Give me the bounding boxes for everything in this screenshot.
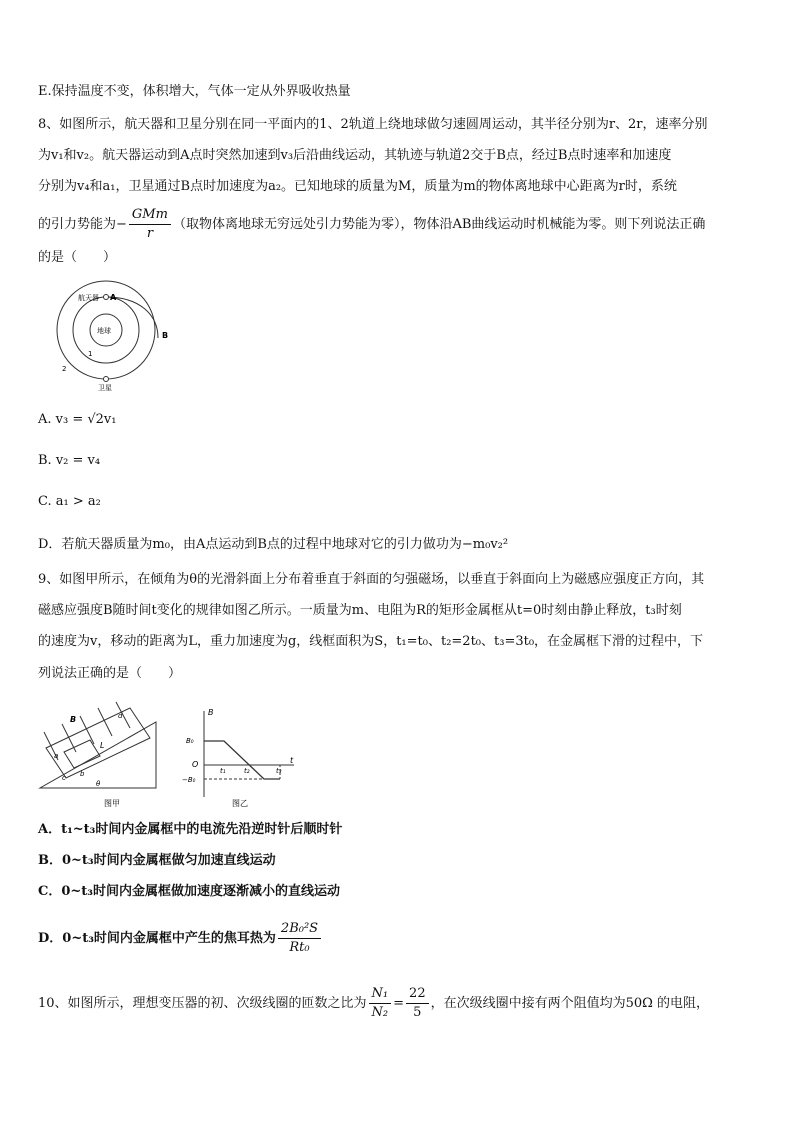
q9-line-1: 9、如图甲所示，在倾角为θ的光滑斜面上分布着垂直于斜面的匀强磁场，以垂直于斜面向上为磁感应强度正方向，其: [38, 572, 705, 587]
q8-line-5: 的是（ ）: [38, 250, 117, 265]
q8-option-a: A. v₃ = √2v₁: [38, 412, 117, 427]
q8-option-b: B. v₂ = v₄: [38, 453, 101, 468]
q9-line-3: 的速度为v，移动的距离为L，重力加速度为g，线框面积为S，t₁=t₀、t₂=2t₀、t₃=3t₀，在金属框下滑的过程中，下: [38, 634, 704, 649]
label-spacecraft: 航天器: [78, 294, 99, 302]
b-curve: [204, 741, 280, 779]
label-b0: B₀: [186, 737, 194, 745]
q10-text-pre: 10、如图所示，理想变压器的初、次级线圈的匝数之比为: [38, 996, 367, 1011]
label-earth: 地球: [97, 327, 111, 335]
turns-ratio-fraction: [369, 985, 392, 1022]
fraction-denominator: r: [146, 226, 154, 241]
option-e: E.保持温度不变，体积增大，气体一定从外界吸收热量: [38, 84, 351, 99]
caption-jia: 图甲: [104, 799, 120, 808]
fraction-numerator: 22: [406, 985, 429, 1004]
label-point-b: B: [162, 331, 169, 340]
q8-option-d: D．若航天器质量为m₀，由A点运动到B点的过程中地球对它的引力做功为−m₀v₂²: [38, 537, 509, 552]
q10-text-post: ，在次级线圈中接有两个阻值均为50Ω 的电阻，: [430, 996, 710, 1011]
label-a: a: [54, 752, 59, 760]
label-neg-b0: −B₀: [182, 776, 196, 784]
q9-line-4: 列说法正确的是（ ）: [38, 666, 182, 681]
b-t-graph: [182, 705, 300, 810]
q8-line-4: [38, 206, 705, 243]
fraction-denominator: Rt₀: [289, 940, 310, 955]
label-t2: t₂: [244, 767, 250, 775]
q9-option-d-text: D．0~t₃时间内金属框中产生的焦耳热为: [38, 931, 276, 946]
axis-label-b: B: [208, 708, 214, 717]
label-point-a: A: [110, 293, 117, 302]
transfer-trajectory: [106, 297, 158, 338]
satellite-dot: [104, 377, 109, 382]
label-d: d: [118, 712, 123, 720]
label-b-corner: b: [80, 770, 85, 778]
q8-line-4b: （取物体离地球无穷远处引力势能为零），物体沿AB曲线运动时机械能为零。则下列说法正确: [172, 217, 706, 232]
q8-option-c: C. a₁ > a₂: [38, 494, 101, 509]
q9-option-d: [38, 920, 323, 957]
q8-line-3: 分别为v₄和a₁，卫星通过B点时加速度为a₂。已知地球的质量为M，质量为m的物体离地球中心距离为r时，系统: [38, 179, 677, 194]
fraction-numerator: GMm: [129, 206, 171, 225]
q8-line-2: 为v₁和v₂。航天器运动到A点时突然加速到v₃后沿曲线运动，其轨迹与轨道2交于B点，经过B点时速率和加速度: [38, 148, 672, 163]
fraction-denominator: N₂: [371, 1005, 389, 1020]
label-theta: θ: [96, 780, 101, 788]
potential-energy-fraction: [129, 206, 171, 243]
orbit-figure: [50, 280, 180, 395]
q9-option-a: A．t₁~t₃时间内金属框中的电流先沿逆时针后顺时针: [38, 822, 343, 837]
equals-sign: =: [393, 996, 405, 1011]
q9-option-c: C．0~t₃时间内金属框做加速度逐渐减小的直线运动: [38, 884, 340, 899]
label-b-field: B: [70, 715, 77, 724]
field-region: [46, 708, 150, 778]
q8-line-1: 8、如图所示，航天器和卫星分别在同一平面内的1、2轨道上绕地球做匀速圆周运动，其半径分别为r、2r，速率分别: [38, 117, 708, 132]
axis-label-t: t: [290, 756, 294, 765]
label-t3: t₃: [276, 767, 282, 775]
ratio-value-fraction: [406, 985, 429, 1022]
q9-line-2: 磁感应强度B随时间t变化的规律如图乙所示。一质量为m、电阻为R的矩形金属框从t=0时刻由静止释放，t₃时刻: [38, 603, 682, 618]
fraction-numerator: 2B₀²S: [278, 920, 321, 939]
caption-yi: 图乙: [232, 799, 248, 808]
label-orbit-2: 2: [62, 365, 67, 373]
q10-line-1: [38, 985, 709, 1022]
q9-option-b: B．0~t₃时间内金属框做匀加速直线运动: [38, 853, 276, 868]
label-l: L: [100, 741, 105, 750]
label-satellite: 卫星: [98, 384, 112, 392]
label-c: c: [62, 774, 66, 782]
fraction-numerator: N₁: [369, 985, 392, 1004]
label-orbit-1: 1: [88, 350, 93, 358]
label-t1: t₁: [220, 767, 226, 775]
metal-frame: [64, 740, 100, 768]
spacecraft-dot: [104, 295, 109, 300]
q8-line-4a: 的引力势能为−: [38, 217, 127, 232]
incline-figure: [38, 700, 163, 810]
fraction-denominator: 5: [413, 1005, 422, 1020]
label-origin: O: [192, 760, 199, 769]
joule-heat-fraction: [278, 920, 321, 957]
